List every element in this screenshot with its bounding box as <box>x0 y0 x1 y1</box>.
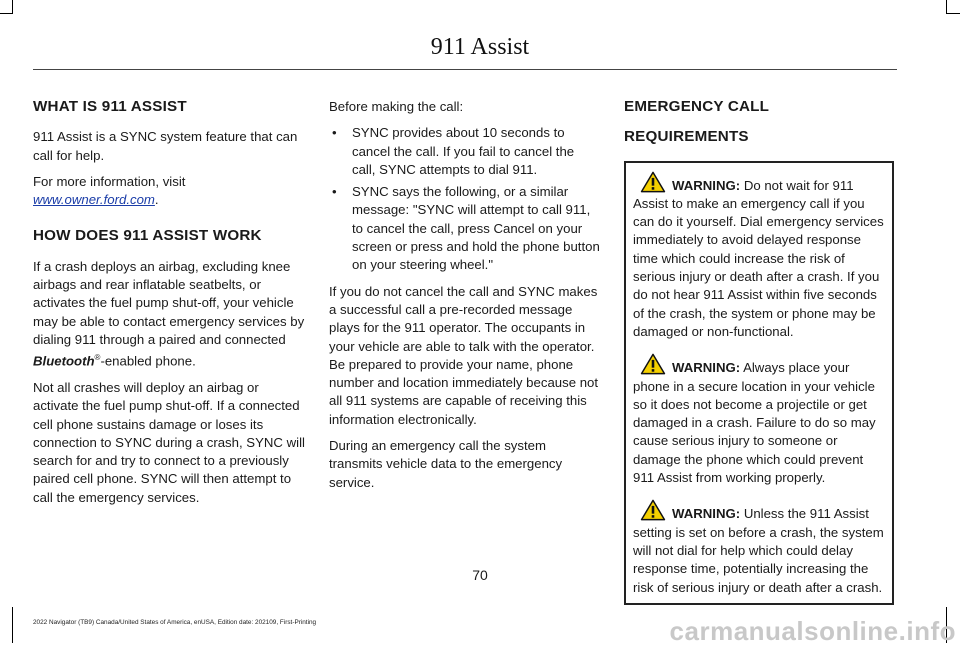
crop-mark <box>0 13 13 14</box>
warning-item <box>633 353 886 487</box>
text: For more information, visit <box>33 173 186 189</box>
warning-label: WARNING: <box>672 360 741 376</box>
heading-requirements: REQUIREMENTS <box>624 128 749 146</box>
warning-item <box>633 171 886 342</box>
warning-triangle-icon <box>639 353 667 375</box>
paragraph: Not all crashes will deploy an airbag or activate the fuel pump shut-off. If a connected cell phone sustains damage or loses its connection to SYNC during a crash, SYNC will search for and try to connect to a previously paired cell phone. SYNC will then attempt to call the emergency services. <box>33 379 305 505</box>
owner-link[interactable]: www.owner.ford.com <box>33 192 155 208</box>
crop-mark <box>12 0 13 14</box>
warning-text: Do not wait for 911 Assist to make an emergency call if you can do it yourself. Dial emergency services immediately to avoid delayed response time which could increase the risk of serious injury or death after a crash. If you do not hear 911 Assist within five seconds of the crash, the system or phone may be damaged or non-functional. <box>633 177 884 339</box>
column-left <box>33 98 305 515</box>
column-middle <box>329 98 601 500</box>
warning-label: WARNING: <box>672 506 741 522</box>
header-divider <box>33 69 897 70</box>
bullet-icon: • <box>332 125 337 141</box>
crop-mark <box>946 13 960 14</box>
warning-triangle-icon <box>639 499 667 521</box>
list-item-text: SYNC provides about 10 seconds to cancel the call. If you fail to cancel the call, SYNC attempts to dial 911. <box>352 125 575 177</box>
bullet-icon: • <box>332 184 337 200</box>
page-number: 70 <box>472 567 488 583</box>
paragraph-crash <box>33 258 305 371</box>
page-title: 911 Assist <box>430 34 530 60</box>
registered-mark: ® <box>94 353 101 363</box>
warning-text: Unless the 911 Assist setting is set on before a crash, the system will not dial for help which could delay response time, potentially increasing the risk of serious injury or death after a crash. <box>633 506 884 595</box>
bullet-list <box>329 124 601 274</box>
warning-triangle-icon <box>639 171 667 193</box>
text: If a crash deploys an airbag, excluding knee airbags and rear inflatable seatbelts, or activates the fuel pump shut-off, your vehicle may be able to contact emergency services by dialing 911 through a paired and connected <box>33 258 305 347</box>
list-item <box>329 183 601 274</box>
text: . <box>154 192 159 208</box>
heading-emergency-call: EMERGENCY CALL <box>624 98 770 115</box>
column-right <box>624 98 894 605</box>
paragraph: 911 Assist is a SYNC system feature that can call for help. <box>33 129 298 163</box>
heading-how-works: HOW DOES 911 ASSIST WORK <box>33 227 262 245</box>
paragraph: If you do not cancel the call and SYNC makes a successful call a pre-recorded message plays for the 911 operator. The occupants in your vehicle are able to talk with the operator. Be prepared to provide your name, phone number and location immediately because not all 911 systems are capable of receiving this information electronically. <box>329 283 599 427</box>
list-item-text: SYNC says the following, or a similar message: "SYNC will attempt to call 911, to cancel the call, press Cancel on your screen or press and hold the phone button on your steering wheel." <box>352 184 600 273</box>
heading-what-is: WHAT IS 911 ASSIST <box>33 98 187 115</box>
warning-label: WARNING: <box>672 177 741 193</box>
warning-box <box>624 161 894 605</box>
text: -enabled phone. <box>100 353 196 369</box>
brand-name: Bluetooth <box>33 353 95 369</box>
list-item <box>329 124 601 179</box>
paragraph-intro: Before making the call: <box>329 99 464 114</box>
paragraph-more-info <box>33 173 305 210</box>
watermark: carmanualsonline.info <box>669 616 956 646</box>
paragraph: During an emergency call the system transmits vehicle data to the emergency service. <box>329 438 563 490</box>
warning-text: Always place your phone in a secure location in your vehicle so it does not become a projectile or get damaged in a crash. Failure to do so may cause serious injury to someone or damage the phone which could prevent 911 Assist from working properly. <box>633 360 876 486</box>
crop-mark <box>946 0 947 14</box>
footer-edition: 2022 Navigator (TB9) Canada/United States of America, enUSA, Edition date: 202109, First-Printing <box>33 619 317 626</box>
crop-mark <box>12 607 13 643</box>
